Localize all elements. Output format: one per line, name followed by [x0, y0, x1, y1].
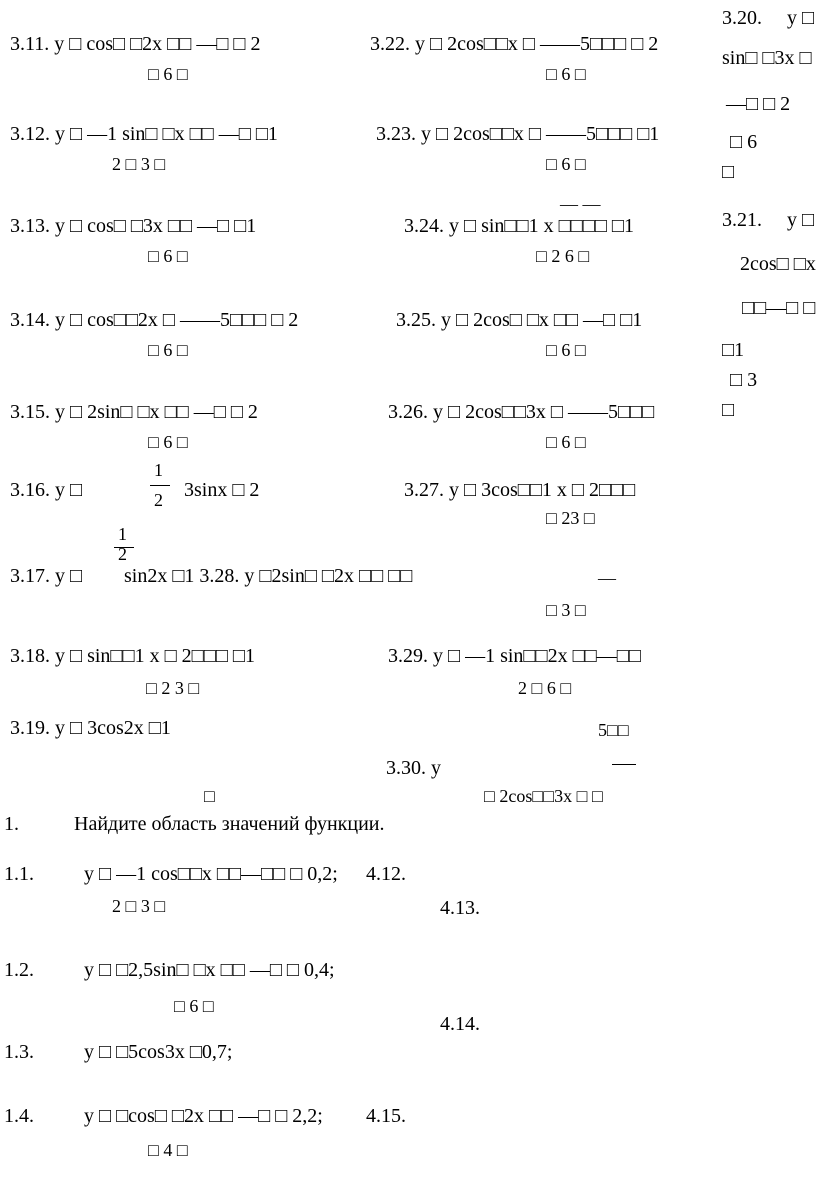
problem-3-27: 3.27. y □ 3cos□□1 x □ 2□□□	[404, 479, 636, 501]
task-1-4-expr: y □ □cos□ □2x □□ —□ □ 2,2;	[84, 1105, 323, 1127]
problem-3-12: 3.12. y □ —1 sin□ □x □□ —□ □1	[10, 123, 278, 145]
problem-3-29: 3.29. y □ —1 sin□□2x □□—□□	[388, 645, 641, 667]
problem-3-15-sub: □ 6 □	[148, 432, 188, 452]
problem-3-21-line3: □□—□ □	[742, 297, 816, 319]
problem-3-16-frac-num: 1	[154, 460, 163, 480]
task-1-1-number: 1.1.	[4, 863, 34, 885]
problem-3-30-left-box: □	[204, 786, 215, 806]
task-1-2-number: 1.2.	[4, 959, 34, 981]
problem-3-27-sub: □ 23 □	[546, 508, 595, 528]
problem-3-14-sub: □ 6 □	[148, 340, 188, 360]
task-1-1-expr: y □ —1 cos□□x □□—□□ □ 0,2;	[84, 863, 338, 885]
problem-3-13: 3.13. y □ cos□ □3x □□ —□ □1	[10, 215, 257, 237]
label-4-14: 4.14.	[440, 1013, 480, 1035]
problem-3-17-tail: sin2x □1 3.28. y □2sin□ □2x □□ □□	[124, 565, 413, 587]
problem-3-20-line1: y □	[787, 7, 815, 29]
problem-3-30: 3.30. y	[386, 757, 441, 779]
problem-3-18-sub: □ 2 3 □	[146, 678, 200, 698]
label-4-13: 4.13.	[440, 897, 480, 919]
task-1-1-sub: 2 □ 3 □	[112, 896, 166, 916]
problem-3-19: 3.19. y □ 3cos2x □1	[10, 717, 171, 739]
problem-3-18: 3.18. y □ sin□□1 x □ 2□□□ □1	[10, 645, 255, 667]
problem-3-16: 3.16. y □	[10, 479, 83, 501]
problem-3-21-line4: □1	[722, 339, 745, 361]
task-1-4-number: 1.4.	[4, 1105, 34, 1127]
problem-3-12-sub: 2 □ 3 □	[112, 154, 166, 174]
section-title: Найдите область значений функции.	[74, 813, 385, 835]
problem-3-14: 3.14. y □ cos□□2x □ ——5□□□ □ 2	[10, 309, 299, 331]
task-1-4-sub: □ 4 □	[148, 1140, 188, 1160]
problem-3-21-line6: □	[722, 399, 735, 421]
problem-3-24-overbars: — —	[560, 194, 601, 214]
problem-3-21-line5: □ 3	[730, 369, 758, 391]
problem-3-28-dash: —	[598, 568, 616, 588]
task-1-2-sub: □ 6 □	[174, 996, 214, 1016]
problem-3-24: 3.24. y □ sin□□1 x □□□□ □1	[404, 215, 634, 237]
problem-3-15: 3.15. y □ 2sin□ □x □□ —□ □ 2	[10, 401, 258, 423]
problem-3-28-sub: □ 3 □	[546, 600, 586, 620]
fraction-bar	[612, 764, 636, 765]
problem-3-30-frac-num: 5□□	[598, 720, 629, 740]
fraction-bar	[150, 485, 170, 486]
problem-3-11-sub: □ 6 □	[148, 64, 188, 84]
problem-3-26-sub: □ 6 □	[546, 432, 586, 452]
problem-3-21-line1: y □	[787, 209, 815, 231]
problem-3-17-frac-num: 1	[118, 524, 127, 544]
problem-3-23-sub: □ 6 □	[546, 154, 586, 174]
label-4-12: 4.12.	[366, 863, 406, 885]
problem-3-22-sub: □ 6 □	[546, 64, 586, 84]
problem-3-25: 3.25. y □ 2cos□ □x □□ —□ □1	[396, 309, 643, 331]
problem-3-13-sub: □ 6 □	[148, 246, 188, 266]
problem-3-21-line2: 2cos□ □x	[740, 253, 816, 275]
problem-3-24-sub: □ 2 6 □	[536, 246, 590, 266]
problem-3-29-sub: 2 □ 6 □	[518, 678, 572, 698]
task-1-3-expr: y □ □5cos3x □0,7;	[84, 1041, 233, 1063]
problem-3-21-number: 3.21.	[722, 209, 762, 231]
problem-3-25-sub: □ 6 □	[546, 340, 586, 360]
problem-3-17: 3.17. y □	[10, 565, 83, 587]
section-number: 1.	[4, 813, 19, 835]
problem-3-20-line2: sin□ □3x □	[722, 47, 812, 69]
problem-3-23: 3.23. y □ 2cos□□x □ ——5□□□ □1	[376, 123, 660, 145]
problem-3-20-line5: □	[722, 161, 735, 183]
task-1-3-number: 1.3.	[4, 1041, 34, 1063]
problem-3-11: 3.11. y □ cos□ □2x □□ —□ □ 2	[10, 33, 261, 55]
task-1-2-expr: y □ □2,5sin□ □x □□ —□ □ 0,4;	[84, 959, 335, 981]
problem-3-17-frac-den: 2	[118, 544, 127, 564]
problem-3-16-frac-den: 2	[154, 490, 163, 510]
problem-3-20-line4: □ 6	[730, 131, 758, 153]
problem-3-30-frac-den: □ 2cos□□3x □ □	[484, 786, 603, 806]
label-4-15: 4.15.	[366, 1105, 406, 1127]
problem-3-26: 3.26. y □ 2cos□□3x □ ——5□□□	[388, 401, 655, 423]
problem-3-16-tail: 3sinx □ 2	[184, 479, 260, 501]
problem-3-22: 3.22. y □ 2cos□□x □ ——5□□□ □ 2	[370, 33, 659, 55]
problem-3-20-line3: —□ □ 2	[726, 93, 791, 115]
problem-3-20-number: 3.20.	[722, 7, 762, 29]
